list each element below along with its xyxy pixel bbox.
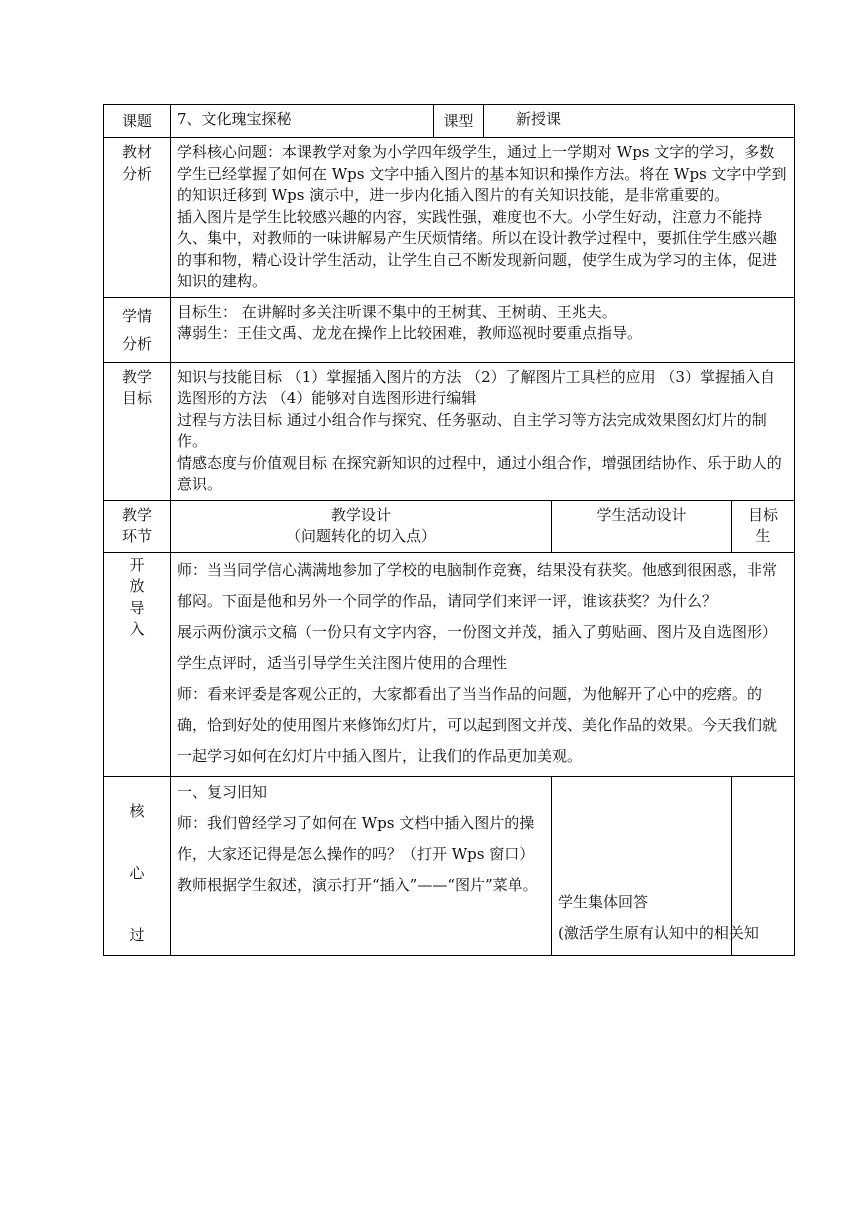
students-paragraph: 薄弱生：王佳文禹、龙龙在操作上比较困难，教师巡视时要重点指导。 [177,324,643,342]
students-paragraph: 目标生： 在讲解时多关注听课不集中的王树萁、王树萌、王兆夫。 [177,302,617,321]
opening-paragraph: 展示两份演示文稿（一份只有文字内容，一份图文并茂，插入了剪贴画、图片及自选图形） [177,622,778,641]
material-paragraph: 插入图片是学生比较感兴趣的内容，实践性强，难度也不大。小学生好动，注意力不能持久、集中，对教师的一味讲解易产生厌烦情绪。所以在设计教学过程中，要抓住学生感兴趣的事和物，精心设计学生活动，让学生自己不断发现新问题，使学生成为学习的主体，促进知识的建构。 [177,207,778,290]
core-paragraph: 教师根据学生叙述，演示打开“插入”——“图片”菜单。 [177,875,538,894]
opening-content [171,552,795,776]
core-paragraph: 一、复习旧知 [177,782,268,801]
material-label: 教材 分析 [104,138,171,298]
core-label: 核 心 过 [104,776,171,955]
header-row [104,105,795,138]
design-header: 教学设计 （问题转化的切入点） [171,500,552,552]
topic-value: 7、文化瑰宝探秘 [171,105,434,138]
core-activity-content [552,776,759,955]
type-label: 课型 [434,105,484,138]
lesson-plan-table [103,104,795,956]
material-content [171,138,795,298]
activity-header: 学生活动设计 [552,500,732,552]
objectives-paragraph: 过程与方法目标 通过小组合作与探究、任务驱动、自主学习等方法完成效果图幻灯片的制作。 [177,410,767,450]
opening-row [104,552,795,776]
core-row [104,776,795,955]
target-header: 目标 生 [732,500,795,552]
objectives-paragraph: 情感态度与价值观目标 在探究新知识的过程中，通过小组合作，增强团结协作、乐于助人的意识。 [177,453,782,493]
students-row [104,297,795,362]
core-design-content [171,776,552,955]
material-row [104,138,795,298]
opening-label: 开 放 导 入 [104,552,171,776]
objectives-content [171,362,795,500]
stage-header: 教学 环节 [104,500,171,552]
opening-paragraph: 师：看来评委是客观公正的，大家都看出了当当作品的问题，为他解开了心中的疙瘩。的确，恰到好处的使用图片来修饰幻灯片，可以起到图文并茂、美化作品的效果。今天我们就一起学习如何在幻灯片中插入图片，让我们的作品更加美观。 [177,684,778,765]
material-paragraph: 学科核心问题：本课教学对象为小学四年级学生，通过上一学期对 Wps 文字的学习，多数学生已经掌握了如何在 Wps 文字中插入图片的基本知识和操作方法。将在 Wps 文字中学到的知识迁移到 Wps 演示中，进一步内化插入图片的有关知识技能，是非常重要的。 [177,143,787,204]
activity-paragraph: 学生集体回答 [558,892,649,911]
opening-paragraph: 师：当当同学信心满满地参加了学校的电脑制作竞赛，结果没有获奖。他感到很困惑，非常郁闷。下面是他和另外一个同学的作品，请同学们来评一评，谁该获奖？为什么？ [177,560,778,610]
topic-label: 课题 [104,105,171,138]
core-paragraph: 师：我们曾经学习了如何在 Wps 文档中插入图片的操作，大家还记得是怎么操作的吗？（打开 Wps 窗口） [177,813,535,863]
objectives-paragraph: 知识与技能目标 （1）掌握插入图片的方法 （2）了解图片工具栏的应用 （3）掌握插入自选图形的方法 （4）能够对自选图形进行编辑 [177,367,775,407]
opening-paragraph: 学生点评时，适当引导学生关注图片使用的合理性 [177,653,508,672]
students-label: 学情 分析 [104,297,171,362]
activity-paragraph: (激活学生原有认知中的相关知 [558,923,759,942]
type-value: 新授课 [484,105,795,138]
column-header-row [104,500,795,552]
students-content [171,297,795,362]
objectives-row [104,362,795,500]
objectives-label: 教学 目标 [104,362,171,500]
